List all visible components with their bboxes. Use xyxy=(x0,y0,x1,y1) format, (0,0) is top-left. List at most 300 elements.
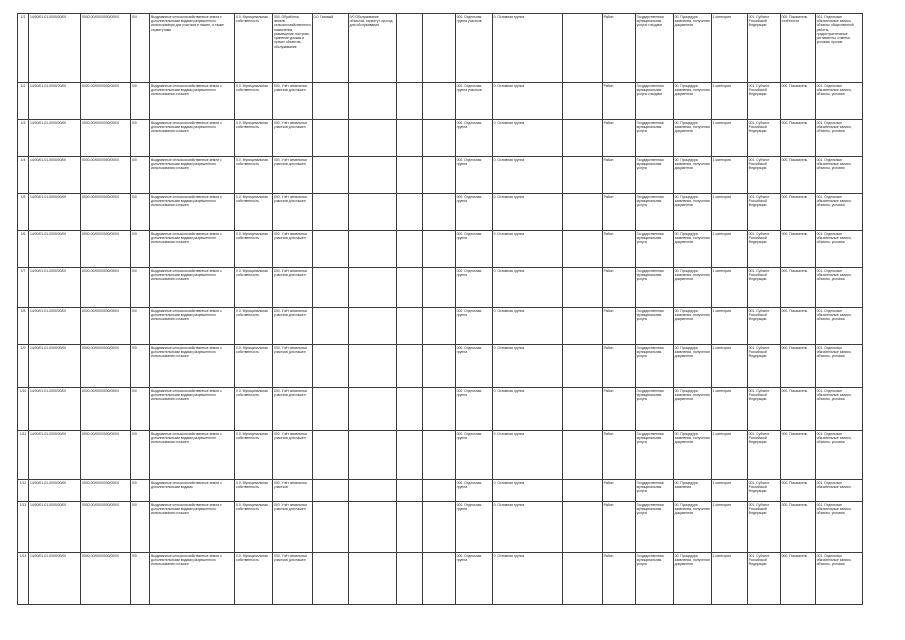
table-cell: 14/00/01-01-0000/00/00 xyxy=(29,480,81,502)
table-cell xyxy=(312,388,348,431)
table-cell xyxy=(422,14,455,83)
table-row xyxy=(18,388,863,431)
table-cell: Государственная муниципальная услуга xyxy=(635,308,673,345)
table-cell xyxy=(312,431,348,480)
table-cell: 001. Отдельные обязательные записи, объекты, условия xyxy=(815,194,862,231)
table-cell xyxy=(562,345,602,388)
table-cell xyxy=(312,231,348,268)
table-cell: 001. Субъект Российской Федерации xyxy=(747,345,780,388)
table-cell: Выдуманные сельскохозяйственные земли с дополнительными видами разрешенного использования и пашен xyxy=(150,120,235,157)
table-cell: 0000-00/000/0000/000/0 xyxy=(81,431,131,480)
table-cell: 000. Показатель xyxy=(780,345,815,388)
table-cell: 1/14 xyxy=(18,553,29,605)
table-cell: Государственная муниципальная услуга xyxy=(635,157,673,194)
table-cell: Выдуманные сельскохозяйственные земли с дополнительными видами xyxy=(150,480,235,502)
table-cell: 0.0. Муниципальная собственность xyxy=(235,388,273,431)
table-cell xyxy=(348,308,396,345)
table-cell xyxy=(312,502,348,553)
table-cell: Государственная муниципальная услуга xyxy=(635,480,673,502)
table-cell: 001. Отдельные обязательные записи, объекты, условия xyxy=(815,502,862,553)
table-cell xyxy=(348,268,396,308)
table-cell: 001. Субъект Российской Федерации xyxy=(747,268,780,308)
table-cell xyxy=(348,231,396,268)
table-cell: Район xyxy=(602,345,635,388)
table-cell: 1/11 xyxy=(18,431,29,480)
table-cell: 0.0. Муниципальная собственность xyxy=(235,480,273,502)
table-row xyxy=(18,14,863,83)
table-cell: Район xyxy=(602,502,635,553)
table-cell: 000. Показатель xyxy=(780,388,815,431)
table-cell: 000. Отдельная группа xyxy=(455,431,492,480)
table-cell: 000. Показатель xyxy=(780,480,815,502)
table-cell xyxy=(562,157,602,194)
table-cell: 0/0 xyxy=(131,120,150,157)
table-cell: 0/0 xyxy=(131,553,150,605)
table-cell: Выдуманные сельскохозяйственные земли с дополнительными видами разрешенного использования и пашен xyxy=(150,502,235,553)
table-cell: 001. Отдельные обязательные записи, объекты, условия xyxy=(815,83,862,120)
table-cell: Государственная муниципальная услуга xyxy=(635,231,673,268)
table-cell: 000. Учёт земельных участков для пашен xyxy=(273,157,313,194)
table-cell: Район xyxy=(602,194,635,231)
table-cell xyxy=(348,345,396,388)
table-cell: 14/00/01-01-0000/00/00 xyxy=(29,268,81,308)
table-cell: 000. Показатель xyxy=(780,502,815,553)
table-cell: 001. Субъект Российской Федерации xyxy=(747,388,780,431)
table-cell xyxy=(312,157,348,194)
table-cell: 0. Основная группа xyxy=(492,120,562,157)
table-cell: 000. Отдельная группа участков xyxy=(455,83,492,120)
table-cell: 1/3 xyxy=(18,120,29,157)
table-cell xyxy=(312,120,348,157)
table-cell: 001. Субъект Российской Федерации xyxy=(747,431,780,480)
table-cell: 000. Отдельная группа xyxy=(455,268,492,308)
table-cell: 0.0. Муниципальная собственность xyxy=(235,231,273,268)
table-cell: 14/00/01-01-0000/00/00 xyxy=(29,502,81,553)
table-cell: 1 категория xyxy=(711,231,747,268)
table-cell: 00. Процедура заявления, получения документов xyxy=(673,388,711,431)
table-cell: 000. Учёт земельных участков для пашен xyxy=(273,268,313,308)
table-cell: 000. Учёт земельных участков для пашен xyxy=(273,502,313,553)
table-cell: 0. Основная группа xyxy=(492,431,562,480)
table-cell: 0. Основная группа xyxy=(492,231,562,268)
table-cell: 0.0. Муниципальная собственность xyxy=(235,431,273,480)
table-cell: 000. Отдельная группа xyxy=(455,308,492,345)
table-cell: Выдуманные сельскохозяйственные земли с дополнительными видами разрешенного использования и пашен xyxy=(150,388,235,431)
table-cell xyxy=(422,194,455,231)
table-cell: 0/0 xyxy=(131,345,150,388)
table-cell xyxy=(562,14,602,83)
table-cell: 1/13 xyxy=(18,502,29,553)
table-cell: 0. Основная группа xyxy=(492,157,562,194)
table-cell: 000. Отдельная группа xyxy=(455,502,492,553)
table-cell: 00. Процедура заявления, получения документов xyxy=(673,308,711,345)
table-cell: 000. Показатель xyxy=(780,268,815,308)
table-cell: 0000-00/000/0000/000/0 xyxy=(81,345,131,388)
table-cell xyxy=(562,431,602,480)
table-cell xyxy=(396,194,422,231)
table-cell xyxy=(396,157,422,194)
table-cell: 00. Процедура заявления, получения документов xyxy=(673,83,711,120)
table-cell: 0000-00/000/0000/000/0 xyxy=(81,480,131,502)
table-cell xyxy=(396,345,422,388)
table-cell: 000. Обработка земель сельскохозяйственного назначения, размещение построек, хранение урожая и прочих объектов, обслуживание xyxy=(273,14,313,83)
table-cell: 0.0. Газовый xyxy=(312,14,348,83)
table-cell: 001. Субъект Российской Федерации xyxy=(747,157,780,194)
table-cell: 001. Субъект Российской Федерации xyxy=(747,480,780,502)
table-cell xyxy=(348,194,396,231)
table-cell: 1/5 xyxy=(18,194,29,231)
table-cell: 1 категория xyxy=(711,83,747,120)
table-cell: 0000-00/000/0000/000/0 xyxy=(81,120,131,157)
table-cell xyxy=(312,553,348,605)
table-cell: 1/6 xyxy=(18,231,29,268)
table-cell: 00. Процедура заявления, получения документов xyxy=(673,120,711,157)
table-cell xyxy=(348,83,396,120)
table-cell: Выдуманные сельскохозяйственные земли с дополнительными видами разрешенного использования и пашен xyxy=(150,268,235,308)
table-cell: 000. Показатель xyxy=(780,194,815,231)
table-cell: 00. Процедура заявления, получения документов xyxy=(673,157,711,194)
table-cell: 000. Отдельная группа xyxy=(455,194,492,231)
table-cell: 1 категория xyxy=(711,194,747,231)
table-cell: 0/0 xyxy=(131,431,150,480)
table-cell xyxy=(396,308,422,345)
table-cell: 00. Процедура заявления, получения документов xyxy=(673,194,711,231)
table-cell: 1 категория xyxy=(711,345,747,388)
table-cell xyxy=(348,480,396,502)
table-cell: Район xyxy=(602,268,635,308)
table-cell: 000. Показатель xyxy=(780,157,815,194)
table-cell xyxy=(422,345,455,388)
table-cell: 0/0 Обслуживание объектов, сервитут, проход для обслуживания xyxy=(348,14,396,83)
table-cell: 14/00/01-01-0000/00/00 xyxy=(29,431,81,480)
table-cell: 00. Процедура заявления, получения документов xyxy=(673,268,711,308)
table-row xyxy=(18,231,863,268)
table-cell: 0.0. Муниципальная собственность xyxy=(235,157,273,194)
table-cell: 000. Показатель xyxy=(780,553,815,605)
table-cell: 000. Показатель xyxy=(780,83,815,120)
table-cell: 001. Субъект Российской Федерации xyxy=(747,553,780,605)
table-cell: 001. Субъект Российской Федерации xyxy=(747,14,780,83)
table-cell xyxy=(348,553,396,605)
table-cell xyxy=(396,120,422,157)
table-cell: 1 категория xyxy=(711,431,747,480)
table-cell xyxy=(396,502,422,553)
table-cell: 00. Процедура заявления, получения документов xyxy=(673,231,711,268)
table-row xyxy=(18,308,863,345)
table-cell xyxy=(562,553,602,605)
table-cell: 000. Отдельная группа xyxy=(455,345,492,388)
table-cell: 00. Процедура заявления, получения документов xyxy=(673,502,711,553)
table-cell: 1 категория xyxy=(711,502,747,553)
table-cell: 1/9 xyxy=(18,345,29,388)
table-cell: 000. Учёт земельных участков для пашен xyxy=(273,194,313,231)
table-cell: Государственная муниципальная услуга xyxy=(635,268,673,308)
table-cell xyxy=(396,431,422,480)
table-cell xyxy=(422,502,455,553)
table-cell: 0000-00/000/0000/000/0 xyxy=(81,231,131,268)
table-cell: 0.0. Муниципальная собственность xyxy=(235,194,273,231)
table-cell: Выдуманные сельскохозяйственные земли с дополнительными видами разрешенного использования и пашен xyxy=(150,345,235,388)
table-cell: 0. Основная группа xyxy=(492,553,562,605)
table-cell: 1 категория xyxy=(711,308,747,345)
table-cell: 001. Субъект Российской Федерации xyxy=(747,308,780,345)
table-cell: Район xyxy=(602,431,635,480)
table-cell xyxy=(422,231,455,268)
table-cell: 1/1 xyxy=(18,14,29,83)
table-cell: Район xyxy=(602,120,635,157)
table-cell: 000. Показатель xyxy=(780,120,815,157)
table-cell: 0/0 xyxy=(131,308,150,345)
table-cell: Выдуманные сельскохозяйственные земли с дополнительными видами разрешенного использования и пашен xyxy=(150,194,235,231)
table-cell: 0.0. Муниципальная собственность xyxy=(235,502,273,553)
table-cell: 14/00/01-01-0000/00/00 xyxy=(29,120,81,157)
table-cell: 1 категория xyxy=(711,157,747,194)
table-cell: 14/00/01-01-0000/00/00 xyxy=(29,157,81,194)
table-row xyxy=(18,502,863,553)
table-cell: 000. Отдельная группа участков xyxy=(455,14,492,83)
table-cell: 0000-00/000/0000/000/0 xyxy=(81,388,131,431)
table-cell xyxy=(562,194,602,231)
table-cell: Район xyxy=(602,553,635,605)
table-cell: 14/00/01-01-0000/00/00 xyxy=(29,231,81,268)
table-cell: 0000-00/000/0000/000/0 xyxy=(81,14,131,83)
table-cell: 000. Показатель xyxy=(780,308,815,345)
table-cell: 000. Отдельная группа xyxy=(455,231,492,268)
table-cell: 000. Показатель xyxy=(780,431,815,480)
table-cell: 0/0 xyxy=(131,231,150,268)
table-cell: 001. Субъект Российской Федерации xyxy=(747,83,780,120)
table-cell: 001. Отдельные обязательные записи, объекты общественной работы, градостроительные регламенты, отметки, условия, прочие xyxy=(815,14,862,83)
table-cell: 00. Процедура заявления, получения документов xyxy=(673,14,711,83)
table-cell: 00. Процедура заявления, получения документов xyxy=(673,431,711,480)
table-cell: 000. Показатель xyxy=(780,231,815,268)
table-row xyxy=(18,120,863,157)
table-row xyxy=(18,83,863,120)
table-cell: 0. Основная группа xyxy=(492,268,562,308)
table-cell: 14/00/01-01-0000/00/00 xyxy=(29,388,81,431)
table-cell: 001. Субъект Российской Федерации xyxy=(747,502,780,553)
table-cell xyxy=(422,308,455,345)
table-cell: 001. Отдельные обязательные записи, объекты, условия xyxy=(815,157,862,194)
table-cell: 001. Отдельные обязательные записи, объекты, условия xyxy=(815,268,862,308)
table-cell: 0.0. Муниципальная собственность xyxy=(235,120,273,157)
table-cell: 0000-00/000/0000/000/0 xyxy=(81,502,131,553)
table-cell: 0. Основная группа xyxy=(492,345,562,388)
table-cell: 0.0. Муниципальная собственность xyxy=(235,14,273,83)
table-cell: 001. Отдельные обязательные записи, объекты, условия xyxy=(815,231,862,268)
table-cell: 1 категория xyxy=(711,14,747,83)
table-cell: Выдуманные сельскохозяйственные земли с дополнительными видами разрешенного использования и пашен xyxy=(150,431,235,480)
table-cell: Государственная муниципальная услуга xyxy=(635,388,673,431)
table-cell xyxy=(396,83,422,120)
table-cell: Район xyxy=(602,480,635,502)
table-cell xyxy=(312,308,348,345)
registry-table xyxy=(17,13,863,605)
table-cell: 0.0. Муниципальная собственность xyxy=(235,345,273,388)
table-cell xyxy=(396,553,422,605)
table-cell: 1 категория xyxy=(711,388,747,431)
table-cell: 001. Субъект Российской Федерации xyxy=(747,194,780,231)
table-cell: 001. Отдельные обязательные записи, объекты, условия xyxy=(815,120,862,157)
table-cell: 0. Основная группа xyxy=(492,194,562,231)
table-cell: 001. Отдельные обязательные записи, объекты, условия xyxy=(815,308,862,345)
table-cell: 1/10 xyxy=(18,388,29,431)
table-cell: 0/0 xyxy=(131,480,150,502)
table-cell: 000. Учёт земельных участков для пашен xyxy=(273,120,313,157)
table-cell xyxy=(422,157,455,194)
table-row xyxy=(18,194,863,231)
table-cell: 001. Отдельные обязательные записи, объекты, условия xyxy=(815,388,862,431)
table-cell xyxy=(312,268,348,308)
table-cell xyxy=(562,231,602,268)
table-cell: Государственная муниципальная услуга xyxy=(635,194,673,231)
table-cell: 000. Учёт земельных участков xyxy=(273,480,313,502)
table-cell: 14/00/01-01-0000/00/00 xyxy=(29,553,81,605)
table-cell: 0000-00/000/0000/000/0 xyxy=(81,194,131,231)
table-cell: Район xyxy=(602,157,635,194)
table-cell: 0/4 xyxy=(131,14,150,83)
table-cell xyxy=(562,388,602,431)
table-cell: Выдуманные сельскохозяйственные земли с дополнительными видами разрешенного использования и пашен xyxy=(150,553,235,605)
table-cell: Выдуманные сельскохозяйственные земли с дополнительными видами разрешенного использования и пашен xyxy=(150,231,235,268)
table-cell xyxy=(562,120,602,157)
table-cell xyxy=(422,268,455,308)
table-cell xyxy=(348,431,396,480)
table-cell: 001. Отдельные обязательные записи xyxy=(815,480,862,502)
table-cell xyxy=(422,83,455,120)
table-cell: Выдуманные сельскохозяйственные земли с дополнительными видами разрешенного использования и пашен xyxy=(150,83,235,120)
table-cell xyxy=(422,120,455,157)
table-cell: 0/0 xyxy=(131,502,150,553)
table-cell: 000. Учёт земельных участков для пашен xyxy=(273,388,313,431)
table-cell: 14/00/01-01-0000/00/00 xyxy=(29,83,81,120)
table-cell: 000. Учёт земельных участков для пашен xyxy=(273,308,313,345)
table-cell: 14/00/01-01-0000/00/00 xyxy=(29,345,81,388)
table-cell xyxy=(312,345,348,388)
table-cell xyxy=(312,194,348,231)
table-cell: Государственная муниципальная услуга xyxy=(635,553,673,605)
table-cell: Район xyxy=(602,388,635,431)
table-cell: 1/2 xyxy=(18,83,29,120)
table-cell xyxy=(562,83,602,120)
table-cell xyxy=(562,308,602,345)
table-cell: 000. Отдельная группа xyxy=(455,388,492,431)
table-cell xyxy=(396,14,422,83)
table-cell: 0.0. Муниципальная собственность xyxy=(235,553,273,605)
table-cell xyxy=(348,388,396,431)
table-cell: Район xyxy=(602,308,635,345)
table-cell: 1/8 xyxy=(18,308,29,345)
table-cell xyxy=(348,502,396,553)
table-cell: 000. Учёт земельных участков для пашен xyxy=(273,231,313,268)
table-cell xyxy=(312,83,348,120)
table-row xyxy=(18,480,863,502)
table-cell: 0000-00/000/0000/000/0 xyxy=(81,308,131,345)
table-cell: 14/00/01-01-0000/00/00 xyxy=(29,14,81,83)
table-cell: 0.0. Муниципальная собственность xyxy=(235,268,273,308)
table-cell: 0.0. Муниципальная собственность xyxy=(235,83,273,120)
table-cell: 000. Отдельная группа xyxy=(455,120,492,157)
table-row xyxy=(18,431,863,480)
table-cell: 0/0 xyxy=(131,268,150,308)
table-cell xyxy=(396,480,422,502)
table-cell: 000. Отдельная группа xyxy=(455,157,492,194)
table-cell: 0000-00/000/0000/000/0 xyxy=(81,553,131,605)
table-cell: 1 категория xyxy=(711,120,747,157)
table-cell: 001. Субъект Российской Федерации xyxy=(747,120,780,157)
table-cell: Район xyxy=(602,231,635,268)
table-cell: 1/7 xyxy=(18,268,29,308)
table-cell: Район xyxy=(602,14,635,83)
table-cell xyxy=(562,268,602,308)
table-cell xyxy=(562,502,602,553)
table-cell: 001. Субъект Российской Федерации xyxy=(747,231,780,268)
table-cell xyxy=(396,388,422,431)
table-cell: 0. Основная группа xyxy=(492,388,562,431)
table-cell: 000. Отдельная группа xyxy=(455,480,492,502)
table-cell: 14/00/01-01-0000/00/00 xyxy=(29,308,81,345)
table-cell xyxy=(348,157,396,194)
table-cell: 0. Основная группа xyxy=(492,308,562,345)
table-cell: 0000-00/000/0000/000/0 xyxy=(81,268,131,308)
table-cell: 000. Отдельная группа xyxy=(455,553,492,605)
table-cell xyxy=(422,388,455,431)
table-cell: 0. Основная группа xyxy=(492,83,562,120)
table-cell: 0000-00/000/0000/000/0 xyxy=(81,83,131,120)
table-cell: 000. Учёт земельных участков для пашен xyxy=(273,345,313,388)
table-cell: 1 категория xyxy=(711,553,747,605)
table-cell: 1/12 xyxy=(18,480,29,502)
table-cell: 001. Отдельные обязательные записи, объекты, условия xyxy=(815,553,862,605)
table-cell: 0.0. Муниципальная собственность xyxy=(235,308,273,345)
table-cell: 0/0 xyxy=(131,388,150,431)
table-cell: 1 категория xyxy=(711,268,747,308)
table-cell xyxy=(422,553,455,605)
table-cell: Государственная муниципальная услуга xyxy=(635,431,673,480)
table-cell: 0/0 xyxy=(131,157,150,194)
table-cell xyxy=(422,480,455,502)
table-row xyxy=(18,345,863,388)
table-cell: Государственная муниципальная услуга xyxy=(635,120,673,157)
table-cell: 00. Процедура заявления, получения документов xyxy=(673,553,711,605)
table-cell: Государственная муниципальная услуга о выдаче xyxy=(635,14,673,83)
table-cell: Район xyxy=(602,83,635,120)
table-cell: 0. Основная группа xyxy=(492,480,562,502)
table-cell: Государственная муниципальная услуга xyxy=(635,502,673,553)
table-cell: 0/0 xyxy=(131,83,150,120)
table-cell: 000. Показатель отчётности xyxy=(780,14,815,83)
table-cell: Государственная муниципальная услуга о выдаче xyxy=(635,83,673,120)
table-cell: 00. Процедура заявления xyxy=(673,480,711,502)
table-cell: 14/00/01-01-0000/00/00 xyxy=(29,194,81,231)
table-cell: 001. Отдельные обязательные записи, объекты, условия xyxy=(815,345,862,388)
table-cell: 000. Учёт земельных участков для пашен xyxy=(273,553,313,605)
table-row xyxy=(18,157,863,194)
table-cell: 0. Основная группа xyxy=(492,14,562,83)
table-row xyxy=(18,553,863,605)
table-cell xyxy=(312,480,348,502)
table-cell: 0000-00/000/0000/000/0 xyxy=(81,157,131,194)
table-cell: 000. Учёт земельных участков для пашен xyxy=(273,83,313,120)
table-cell: Государственная муниципальная услуга xyxy=(635,345,673,388)
table-cell: 001. Отдельные обязательные записи, объекты, условия xyxy=(815,431,862,480)
table-cell: 0. Основная группа xyxy=(492,502,562,553)
table-cell: Выдуманные сельскохозяйственные земли с дополнительными видами разрешенного использования для участков и пашен, а также сервитутами xyxy=(150,14,235,83)
table-cell: 0/0 xyxy=(131,194,150,231)
table-cell xyxy=(348,120,396,157)
table-cell xyxy=(396,231,422,268)
table-cell xyxy=(422,431,455,480)
